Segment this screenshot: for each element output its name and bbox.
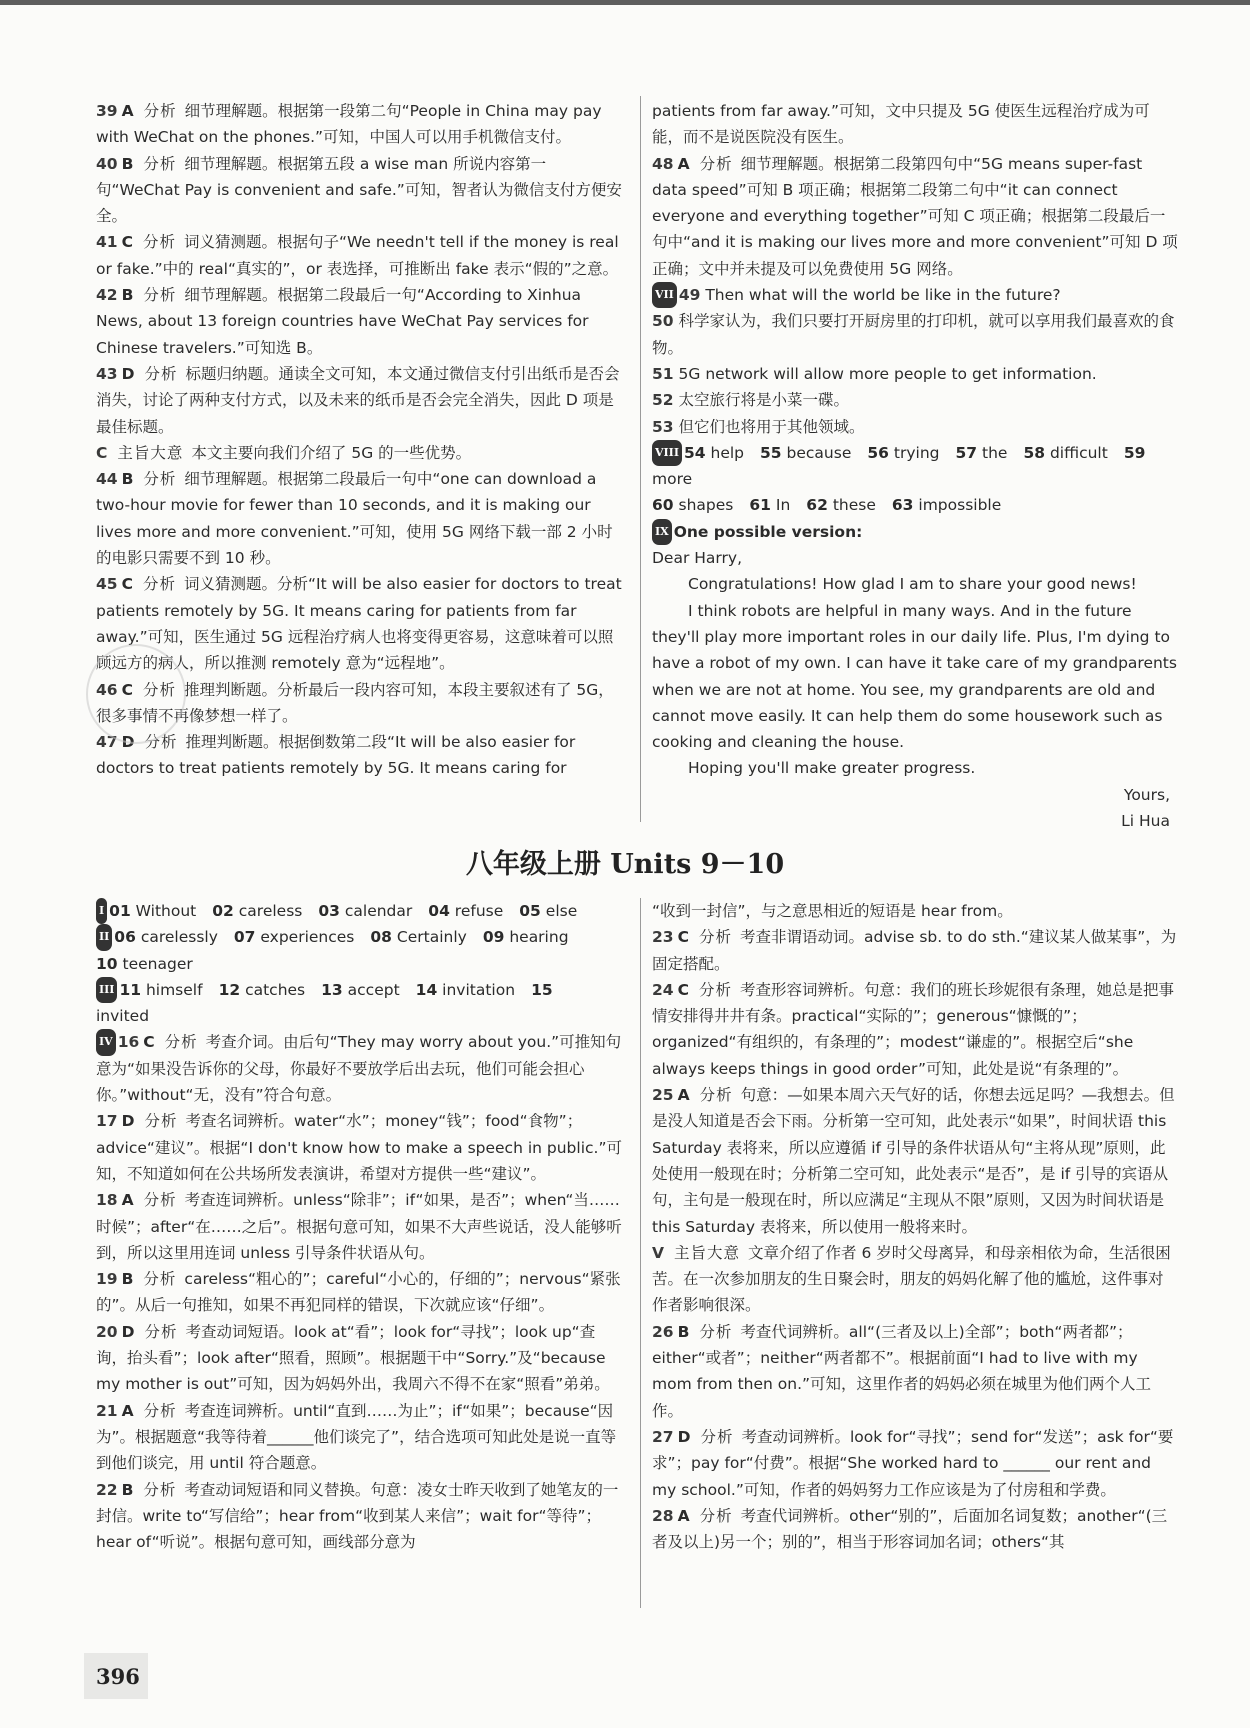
item-number: 28 xyxy=(652,1506,674,1525)
answer-item xyxy=(96,1319,624,1398)
section-marker: II xyxy=(96,924,112,950)
answer-pair xyxy=(892,496,1001,514)
answer-letter: A xyxy=(677,154,690,173)
section-vii: VII 49 Then what will the world be like in the future? 50 科学家认为，我们只要打开厨房里的打印机，就可以享用我们最喜欢的食物。 51 5G network will allow more people to get information. 52 太空旅行将是小菜一碟。 53 但它们也将用于其他领域。 xyxy=(652,282,1178,440)
answer-item xyxy=(96,229,624,282)
answer-pair xyxy=(321,981,400,999)
analysis-tag: 分析 xyxy=(144,1322,178,1341)
answer-item xyxy=(96,361,624,440)
answer-pair xyxy=(416,981,515,999)
explanation-text: 句意：—如果本周六天气好的话，你想去远足吗？—我想去。但是没人知道是否会下雨。分析第一空可知，此处表示“如果”，时间状语 this Saturday 表将来，所以应遵循 if 引导的条件状语从句“主将从现”原则，此处使用一般现在时；分析第二空可知，此处表示“是否”，是 if 引导的宾语从句，主句是一般现在时，所以应满足“主现从不限”原则，又因为时间状语是 this Saturday 表将来，所以使用一般将来时。 xyxy=(652,1086,1175,1236)
item-number: 41 xyxy=(96,233,118,252)
answer-item xyxy=(96,1266,624,1319)
answer-item xyxy=(96,151,624,230)
item-number: 02 xyxy=(212,902,234,920)
analysis-tag: 分析 xyxy=(143,470,177,489)
item-number: 60 xyxy=(652,496,674,515)
item-number: C xyxy=(96,443,108,462)
explanation-text: 文章介绍了作者 6 岁时父母离异，和母亲相依为命，生活很困苦。在一次参加朋友的生日聚会时，朋友的妈妈化解了他的尴尬，这件事对作者影响很深。 xyxy=(652,1243,1171,1315)
answer-pair xyxy=(114,928,218,946)
analysis-tag: 分析 xyxy=(698,928,732,947)
explanation-text: 标题归纳题。通读全文可知，本文通过微信支付引出纸币是否会消失，讨论了两种支付方式，以及未来的纸币是否会完全消失，因此 D 项是最佳标题。 xyxy=(96,364,620,436)
answer-item xyxy=(652,98,1178,151)
answer-pair xyxy=(760,444,851,462)
item-number: 25 xyxy=(652,1086,674,1105)
explanation-text: 词义猜测题。分析“It will be also easier for doctors to treat patients remotely by 5G. It means caring for patients from far away.”可知，医生通过 5G 远程治疗病人也将变得更容易，这意味着可以照顾远方的病人，所以推测 remotely 意为“远程地”。 xyxy=(96,575,622,673)
answer-pair xyxy=(212,902,302,920)
answer-item xyxy=(652,1424,1178,1503)
item-number: 13 xyxy=(321,980,343,999)
answer-letter: B xyxy=(121,1270,134,1289)
answer-pair xyxy=(96,955,193,973)
explanation-text: 考查代词辨析。other“别的”，后面加名词复数；another“(三者及以上)另一个；别的”，相当于形容词加名词；others“其 xyxy=(652,1506,1168,1552)
answer-pair xyxy=(234,928,355,946)
answer-letter: D xyxy=(677,1427,691,1446)
answer-word: himself xyxy=(145,980,203,999)
explanation-text: careless“粗心的”；careful“小心的，仔细的”；nervous“紧张的”。从后一句推知，如果不再犯同样的错误，下次就应该“仔细”。 xyxy=(96,1270,621,1315)
item-number: 15 xyxy=(531,980,553,999)
item-number: 27 xyxy=(652,1427,674,1446)
item-number: 24 xyxy=(652,980,674,999)
item-number: 05 xyxy=(519,902,541,920)
analysis-tag: 分析 xyxy=(143,102,177,120)
explanation-text: 考查名词辨析。water“水”；money“钱”；food“食物”；advice“建议”。根据“I don't know how to make a speech in public.”可知，不知道如何在公共场所发表演讲，希望对方提供一些“建议”。 xyxy=(96,1112,622,1183)
answer-item xyxy=(96,1029,624,1108)
column-divider-bottom xyxy=(640,898,641,1608)
answer-word: the xyxy=(982,443,1008,462)
answer-item xyxy=(652,1319,1178,1424)
explanation-text: 考查介词。由后句“They may worry about you.”可推知句意为“如果没告诉你的父母，你最好不要放学后出去玩，他们可能会担心你。”without“无，没有”符合句意。 xyxy=(96,1033,622,1105)
letter-closing: Yours, xyxy=(1123,785,1170,804)
item-number: 17 xyxy=(96,1112,118,1131)
answer-letter: A xyxy=(121,1401,134,1420)
explanation-text: 考查连词辨析。unless“除非”；if“如果，是否”；when“当……时候”；after“在……之后”。根据句意可知，如果不大声些说话，没人能够听到，所以这里用连词 unless 引导条件状语从句。 xyxy=(96,1191,622,1262)
item-number: 07 xyxy=(233,928,256,947)
answer-word: impossible xyxy=(918,496,1002,515)
answer-letter: C xyxy=(677,980,689,999)
answer-pair xyxy=(1023,444,1107,462)
answer-word: calendar xyxy=(344,902,413,920)
analysis-tag: 分析 xyxy=(143,286,177,305)
answer-letter: B xyxy=(121,470,134,489)
analysis-tag: 分析 xyxy=(699,154,733,173)
item-number: 26 xyxy=(652,1322,674,1341)
analysis-tag: 分析 xyxy=(142,575,176,594)
answer-pair xyxy=(119,981,202,999)
lower-left-column xyxy=(96,898,624,1555)
analysis-tag: 分析 xyxy=(143,1480,177,1499)
section-marker: III xyxy=(96,977,117,1003)
answer-word: invited xyxy=(96,1007,150,1026)
page-number: 396 xyxy=(96,1664,140,1689)
answer-item xyxy=(96,466,624,571)
answer-word: shapes xyxy=(678,496,734,515)
analysis-tag: 分析 xyxy=(699,1086,733,1105)
analysis-tag: 分析 xyxy=(144,733,178,752)
answer-item xyxy=(96,1108,624,1187)
explanation-text: 考查动词短语。look at“看”；look for“寻找”；look up“查询，抬头看”；look after“照看，照顾”。根据题干中“Sorry.”及“because my mother is out”可知，因为妈妈外出，我周六不得不在家“照看”弟弟。 xyxy=(96,1322,610,1394)
answer-letter: C xyxy=(121,233,133,252)
analysis-tag: 分析 xyxy=(164,1033,198,1052)
answer-word: carelessly xyxy=(140,928,218,947)
answer-letter: C xyxy=(143,1033,155,1052)
answer-letter: B xyxy=(121,286,134,305)
answer-word: careless xyxy=(238,902,303,920)
column-divider-top xyxy=(640,96,641,822)
analysis-tag: 分析 xyxy=(700,1427,734,1446)
analysis-tag: 分析 xyxy=(143,1191,177,1210)
answer-word: help xyxy=(710,443,745,462)
answer-pair xyxy=(109,902,196,920)
upper-right-column xyxy=(652,98,1178,834)
item-number: V xyxy=(652,1243,664,1262)
explanation-text: 细节理解题。根据第二段最后一句中“one can download a two-hour movie for fewer than 10 seconds, and it is making our lives more and more convenient.”可知，使用 5G 网络下载一部 2 小时的电影只需要不到 10 秒。 xyxy=(96,470,613,568)
answer-word: difficult xyxy=(1049,443,1108,462)
answer-letter: A xyxy=(121,1191,134,1210)
item-number: 08 xyxy=(370,928,392,947)
answer-pair xyxy=(219,981,306,999)
analysis-tag: 主旨大意 xyxy=(117,443,184,462)
lower-right-column xyxy=(652,898,1178,1555)
item-number: 56 xyxy=(867,443,889,462)
item-number: 48 xyxy=(652,154,674,173)
answer-word: Without xyxy=(135,902,197,920)
explanation-text: “收到一封信”，与之意思相近的短语是 hear from。 xyxy=(652,902,1013,920)
explanation-text: 考查形容词辨析。句意：我们的班长珍妮很有条理，她总是把事情安排得井井有条。practical“实际的”；generous“慷慨的”；organized“有组织的，有条理的”；modest“谦虚的”。根据空后“she always keeps things in good order”可知，此处是说“有条理的”。 xyxy=(652,980,1174,1078)
answer-word: refuse xyxy=(454,902,504,920)
answer-item xyxy=(96,282,624,361)
item-number: 04 xyxy=(428,902,450,920)
answer-word: these xyxy=(832,496,876,515)
answer-letter: A xyxy=(677,1506,690,1525)
answer-item xyxy=(96,1398,624,1477)
item-number: 20 xyxy=(96,1322,118,1341)
analysis-tag: 分析 xyxy=(699,1322,733,1341)
answer-word: more xyxy=(652,470,693,489)
answer-letter: D xyxy=(121,1112,135,1131)
item-number: 01 xyxy=(109,902,131,920)
answer-pair xyxy=(806,496,876,514)
item-number: 59 xyxy=(1123,443,1146,462)
letter-signature: Li Hua xyxy=(1121,812,1170,831)
letter-paragraph: Congratulations! How glad I am to share your good news! xyxy=(688,575,1137,594)
answer-letter: A xyxy=(677,1086,690,1105)
item-number: 03 xyxy=(318,902,340,920)
item-number: 46 xyxy=(96,680,118,699)
item-number: 22 xyxy=(96,1480,118,1499)
answer-letter: C xyxy=(121,575,133,594)
answer-word: because xyxy=(786,443,852,462)
section-marker: IV xyxy=(96,1029,116,1055)
item-number: 54 xyxy=(683,443,706,462)
explanation-text: 推理判断题。根据倒数第二段“It will be also easier for doctors to treat patients remotely by 5G. It means caring for xyxy=(96,733,576,778)
item-number: 58 xyxy=(1023,443,1046,462)
section-ix xyxy=(652,519,1178,835)
analysis-tag: 主旨大意 xyxy=(674,1243,741,1262)
answer-item xyxy=(652,151,1178,282)
answer-letter: D xyxy=(121,733,135,752)
item-number: 14 xyxy=(415,980,438,999)
analysis-tag: 分析 xyxy=(143,1270,177,1289)
answer-pair xyxy=(318,902,412,920)
answer-word: catches xyxy=(245,980,306,999)
item-number: 43 xyxy=(96,364,118,383)
explanation-text: 推理判断题。分析最后一段内容可知，本段主要叙述有了 5G，很多事情不再像梦想一样了。 xyxy=(96,680,614,725)
item-number: 42 xyxy=(96,286,118,305)
letter-paragraph: Hoping you'll make greater progress. xyxy=(688,759,976,778)
item-number: 40 xyxy=(96,154,118,173)
explanation-text: 细节理解题。根据第五段 a wise man 所说内容第一句“WeChat Pay is convenient and safe.”可知，智者认为微信支付方便安全。 xyxy=(96,154,622,226)
answer-item xyxy=(96,1477,624,1556)
answer-item xyxy=(652,1240,1178,1319)
answer-letter: B xyxy=(121,154,134,173)
answer-item xyxy=(652,1503,1178,1556)
analysis-tag: 分析 xyxy=(698,980,732,999)
section-viii xyxy=(652,440,1178,519)
analysis-tag: 分析 xyxy=(144,364,178,383)
section-marker: IX xyxy=(652,519,672,545)
answer-letter: C xyxy=(121,680,133,699)
answer-item xyxy=(96,98,624,151)
answer-letter: C xyxy=(677,928,689,947)
item-number: 06 xyxy=(114,928,136,947)
section-marker: VIII xyxy=(652,440,682,466)
answer-word: In xyxy=(775,496,791,515)
answer-letter: B xyxy=(677,1322,690,1341)
answer-item xyxy=(652,898,1178,924)
answer-pair xyxy=(519,902,577,920)
letter-greeting: Dear Harry, xyxy=(652,549,742,568)
item-number: 61 xyxy=(749,496,771,515)
explanation-text: 考查动词辨析。look for“寻找”；send for“发送”；ask for“要求”；pay for“付费”。根据“She worked hard to ______ our rent and my school.”可知，作者的妈妈努力工作应该是为了付房租和学费。 xyxy=(652,1427,1174,1499)
explanation-text: 细节理解题。根据第二段第四句中“5G means super-fast data speed”可知 B 项正确；根据第二段第二句中“it can connect everyone and everything together”可知 C 项正确；根据第二段最后一句中“and it is making our lives more and more convenient”可知 D 项正确；文中并未提及可以免费使用 5G 网络。 xyxy=(652,154,1178,278)
section-marker: VII xyxy=(652,282,677,308)
letter-paragraph: I think robots are helpful in many ways. And in the future they'll play more important roles in our daily life. Plus, I'm dying to have a robot of my own. I can have it take care of my grandparents when we are not at home. You see, my grandparents are old and cannot move easily. It can help them do some housework such as cooking and cleaning the house. xyxy=(652,601,1177,752)
explanation-text: 考查动词短语和同义替换。句意：凌女士昨天收到了她笔友的一封信。write to“写信给”；hear from“收到某人来信”；wait for“等待”；hear of“听说”。根据句意可知，画线部分意为 xyxy=(96,1480,619,1552)
answer-word: trying xyxy=(893,443,940,462)
item-number: 11 xyxy=(119,980,142,999)
answer-pair xyxy=(652,496,733,514)
answer-letter: D xyxy=(121,1322,135,1341)
answer-item xyxy=(96,571,624,676)
answer-word: else xyxy=(545,902,578,920)
item-number: 09 xyxy=(482,928,505,947)
analysis-tag: 分析 xyxy=(144,1112,178,1131)
item-number: 23 xyxy=(652,928,674,947)
answer-word: teenager xyxy=(122,954,193,973)
answer-pair xyxy=(483,928,569,946)
explanation-text: patients from far away.”可知，文中只提及 5G 使医生远程治疗成为可能，而不是说医院没有医生。 xyxy=(652,102,1150,147)
answer-pair xyxy=(867,444,939,462)
explanation-text: 细节理解题。根据第一段第二句“People in China may pay with WeChat on the phones.”可知，中国人可以用手机微信支付。 xyxy=(96,102,602,147)
explanation-text: 本文主要向我们介绍了 5G 的一些优势。 xyxy=(191,443,472,462)
section-marker: I xyxy=(96,898,107,924)
item-number: 44 xyxy=(96,470,118,489)
version-heading: One possible version: xyxy=(673,522,863,541)
answer-word: accept xyxy=(347,980,400,999)
answer-item xyxy=(652,1082,1178,1240)
item-number: 55 xyxy=(760,443,782,462)
answer-item xyxy=(652,977,1178,1082)
item-number: 12 xyxy=(218,980,241,999)
answer-letter: B xyxy=(121,1480,134,1499)
item-number: 10 xyxy=(96,954,118,973)
explanation-text: 考查连词辨析。until“直到……为止”；if“如果”；because“因为”。根据题意“我等待着______他们谈完了”，结合选项可知此处是说一直等到他们谈完，用 until 符合题意。 xyxy=(96,1401,617,1473)
explanation-text: 考查代词辨析。all“(三者及以上)全部”；both“两者都”；either“或者”；neither“两者都不”。根据前面“I had to live with my mom from then on.”可知，这里作者的妈妈必须在城里为他们两个人工作。 xyxy=(652,1322,1152,1420)
analysis-tag: 分析 xyxy=(142,233,176,252)
answer-pair xyxy=(749,496,790,514)
answer-item xyxy=(96,440,624,466)
item-number: 63 xyxy=(891,496,914,515)
answer-word: hearing xyxy=(509,928,569,947)
answer-word: experiences xyxy=(260,928,355,947)
item-number: 45 xyxy=(96,575,118,594)
item-number: 62 xyxy=(806,496,828,515)
item-number: 16 xyxy=(117,1033,140,1052)
explanation-text: 细节理解题。根据第二段最后一句“According to Xinhua News, about 13 foreign countries have WeChat Pay services for Chinese travelers.”可知选 B。 xyxy=(96,286,589,357)
section-title: 八年级上册 Units 9－10 xyxy=(465,849,785,880)
item-number: 21 xyxy=(96,1401,118,1420)
item-number: 18 xyxy=(96,1191,118,1210)
answer-word: invitation xyxy=(442,980,516,999)
answer-pair xyxy=(684,444,744,462)
answer-item xyxy=(96,1187,624,1266)
item-number: 57 xyxy=(955,443,978,462)
answer-item xyxy=(652,924,1178,977)
analysis-tag: 分析 xyxy=(143,1401,177,1420)
item-number: 39 xyxy=(96,102,118,120)
answer-word: Certainly xyxy=(396,928,467,947)
analysis-tag: 分析 xyxy=(142,680,176,699)
top-border xyxy=(0,0,1250,5)
answer-letter: A xyxy=(121,102,134,120)
answer-pair xyxy=(428,902,503,920)
item-number: 47 xyxy=(96,733,118,752)
answer-letter: D xyxy=(121,364,135,383)
explanation-text: 词义猜测题。根据句子“We needn't tell if the money is real or fake.”中的 real“真实的”，or 表选择，可推断出 fake 表示“假的”之意。 xyxy=(96,233,619,278)
item-number: 19 xyxy=(96,1270,118,1289)
analysis-tag: 分析 xyxy=(143,154,177,173)
explanation-text: 考查非谓语动词。advise sb. to do sth.“建议某人做某事”，为固定搭配。 xyxy=(652,928,1177,973)
answer-item xyxy=(96,729,624,782)
answer-pair xyxy=(955,444,1007,462)
answer-pair xyxy=(370,928,466,946)
analysis-tag: 分析 xyxy=(699,1506,733,1525)
